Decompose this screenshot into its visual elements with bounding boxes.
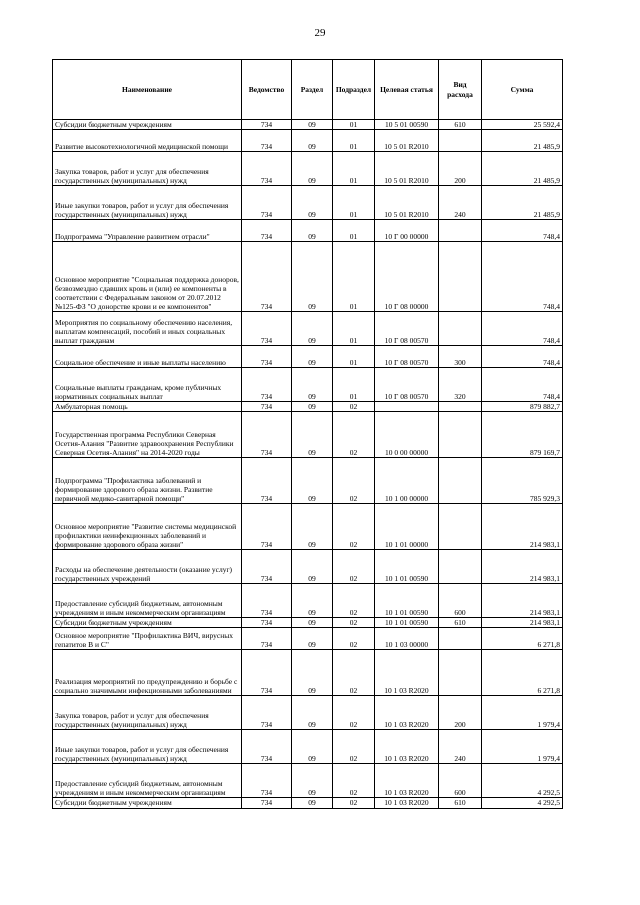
row-amount: 214 983,1 <box>482 550 563 584</box>
row-amount: 879 169,7 <box>482 412 563 458</box>
row-podrazdel: 01 <box>333 346 375 368</box>
row-expense-type <box>439 130 482 152</box>
row-target-article: 10 5 01 R2010 <box>375 130 439 152</box>
table-row <box>53 628 563 650</box>
row-name: Мероприятия по социальному обеспечению населения, выплатам компенсаций, пособий и иных социальных выплат гражданам <box>53 312 242 346</box>
row-name: Основное мероприятие "Развитие системы медицинской профилактики неинфекционных заболеваний и формирование здорового образа жизни" <box>53 504 242 550</box>
row-name: Субсидии бюджетным учреждениям <box>53 120 242 130</box>
row-expense-type: 610 <box>439 798 482 808</box>
row-amount: 6 271,8 <box>482 650 563 696</box>
row-podrazdel: 02 <box>333 628 375 650</box>
row-vedomstvo: 734 <box>242 186 292 220</box>
row-vedomstvo: 734 <box>242 628 292 650</box>
row-razdel: 09 <box>292 798 333 808</box>
row-name: Подпрограмма "Управление развитием отрасли" <box>53 220 242 242</box>
table-row <box>53 584 563 618</box>
row-podrazdel: 02 <box>333 584 375 618</box>
table-row <box>53 550 563 584</box>
row-amount: 748,4 <box>482 368 563 402</box>
row-target-article: 10 1 01 00590 <box>375 618 439 628</box>
row-razdel: 09 <box>292 130 333 152</box>
header-razdel: Раздел <box>292 60 333 120</box>
row-name: Основное мероприятие "Социальная поддержка доноров, безвозмездно сдавших кровь и (или) ее компоненты в соответствии с Федеральным законом от 20.07.2012 №125-ФЗ "О донорстве крови и ее компонентов" <box>53 242 242 312</box>
header-target-article: Целевая статья <box>375 60 439 120</box>
row-target-article: 10 Г 08 00570 <box>375 312 439 346</box>
row-target-article: 10 Г 08 00000 <box>375 242 439 312</box>
row-podrazdel: 01 <box>333 242 375 312</box>
row-name: Развитие высокотехнологичной медицинской помощи <box>53 130 242 152</box>
row-podrazdel: 02 <box>333 402 375 412</box>
row-vedomstvo: 734 <box>242 618 292 628</box>
header-amount: Сумма <box>482 60 563 120</box>
row-name: Закупка товаров, работ и услуг для обеспечения государственных (муниципальных) нужд <box>53 152 242 186</box>
row-razdel: 09 <box>292 120 333 130</box>
row-name: Подпрограмма "Профилактика заболеваний и формирование здорового образа жизни. Развитие первичной медико-санитарной помощи" <box>53 458 242 504</box>
row-expense-type <box>439 412 482 458</box>
row-podrazdel: 01 <box>333 312 375 346</box>
row-expense-type <box>439 242 482 312</box>
row-target-article: 10 1 03 R2020 <box>375 696 439 730</box>
header-vedomstvo: Ведомство <box>242 60 292 120</box>
row-vedomstvo: 734 <box>242 650 292 696</box>
row-razdel: 09 <box>292 628 333 650</box>
row-expense-type <box>439 220 482 242</box>
row-podrazdel: 02 <box>333 696 375 730</box>
row-amount: 1 979,4 <box>482 730 563 764</box>
row-razdel: 09 <box>292 696 333 730</box>
row-razdel: 09 <box>292 346 333 368</box>
table-row <box>53 220 563 242</box>
table-row <box>53 186 563 220</box>
row-name: Государственная программа Республики Северная Осетия-Алания "Развитие здравоохранения Республики Северная Осетия-Алания" на 2014-2020 годы <box>53 412 242 458</box>
row-razdel: 09 <box>292 618 333 628</box>
row-amount: 785 929,3 <box>482 458 563 504</box>
header-podrazdel: Подраздел <box>333 60 375 120</box>
table-row <box>53 130 563 152</box>
row-expense-type: 600 <box>439 584 482 618</box>
header-expense-type: Вид расхода <box>439 60 482 120</box>
row-expense-type <box>439 312 482 346</box>
table-row <box>53 242 563 312</box>
table-row <box>53 730 563 764</box>
row-expense-type <box>439 458 482 504</box>
row-vedomstvo: 734 <box>242 152 292 186</box>
row-expense-type: 200 <box>439 696 482 730</box>
row-expense-type <box>439 402 482 412</box>
row-target-article: 10 1 03 R2020 <box>375 650 439 696</box>
row-name: Социальные выплаты гражданам, кроме публичных нормативных социальных выплат <box>53 368 242 402</box>
row-podrazdel: 02 <box>333 412 375 458</box>
row-amount: 21 485,9 <box>482 186 563 220</box>
row-vedomstvo: 734 <box>242 550 292 584</box>
row-podrazdel: 01 <box>333 368 375 402</box>
row-name: Реализация мероприятий по предупреждению и борьбе с социально значимыми инфекционными заболеваниями <box>53 650 242 696</box>
row-amount: 879 882,7 <box>482 402 563 412</box>
budget-table <box>52 59 563 809</box>
row-vedomstvo: 734 <box>242 130 292 152</box>
row-expense-type <box>439 650 482 696</box>
row-expense-type: 610 <box>439 618 482 628</box>
table-row <box>53 650 563 696</box>
row-target-article: 10 Г 00 00000 <box>375 220 439 242</box>
row-name: Основное мероприятие "Профилактика ВИЧ, вирусных гепатитов В и С" <box>53 628 242 650</box>
row-razdel: 09 <box>292 584 333 618</box>
row-target-article: 10 1 01 00590 <box>375 584 439 618</box>
row-expense-type <box>439 550 482 584</box>
table-row <box>53 696 563 730</box>
row-podrazdel: 02 <box>333 650 375 696</box>
table-row <box>53 458 563 504</box>
row-name: Иные закупки товаров, работ и услуг для обеспечения государственных (муниципальных) нужд <box>53 186 242 220</box>
table-row <box>53 312 563 346</box>
row-podrazdel: 01 <box>333 220 375 242</box>
table-row <box>53 402 563 412</box>
row-expense-type: 240 <box>439 186 482 220</box>
table-row <box>53 764 563 798</box>
row-target-article <box>375 402 439 412</box>
row-razdel: 09 <box>292 458 333 504</box>
row-expense-type: 300 <box>439 346 482 368</box>
table-row <box>53 618 563 628</box>
row-amount: 21 485,9 <box>482 130 563 152</box>
row-podrazdel: 01 <box>333 130 375 152</box>
row-expense-type: 240 <box>439 730 482 764</box>
row-razdel: 09 <box>292 504 333 550</box>
row-razdel: 09 <box>292 412 333 458</box>
row-expense-type: 600 <box>439 764 482 798</box>
row-amount: 748,4 <box>482 242 563 312</box>
row-vedomstvo: 734 <box>242 346 292 368</box>
row-amount: 21 485,9 <box>482 152 563 186</box>
row-expense-type: 610 <box>439 120 482 130</box>
row-amount: 25 592,4 <box>482 120 563 130</box>
row-vedomstvo: 734 <box>242 696 292 730</box>
row-target-article: 10 5 01 00590 <box>375 120 439 130</box>
row-expense-type: 200 <box>439 152 482 186</box>
row-amount: 748,4 <box>482 312 563 346</box>
table-row <box>53 412 563 458</box>
header-name: Наименование <box>53 60 242 120</box>
row-razdel: 09 <box>292 152 333 186</box>
row-podrazdel: 02 <box>333 798 375 808</box>
row-razdel: 09 <box>292 764 333 798</box>
table-row <box>53 798 563 808</box>
row-vedomstvo: 734 <box>242 120 292 130</box>
row-vedomstvo: 734 <box>242 764 292 798</box>
row-target-article: 10 5 01 R2010 <box>375 186 439 220</box>
row-razdel: 09 <box>292 186 333 220</box>
row-amount: 4 292,5 <box>482 798 563 808</box>
row-target-article: 10 1 03 R2020 <box>375 798 439 808</box>
row-vedomstvo: 734 <box>242 730 292 764</box>
row-amount: 214 983,1 <box>482 618 563 628</box>
row-podrazdel: 01 <box>333 120 375 130</box>
row-target-article: 10 Г 08 00570 <box>375 346 439 368</box>
row-razdel: 09 <box>292 730 333 764</box>
row-podrazdel: 02 <box>333 458 375 504</box>
row-razdel: 09 <box>292 220 333 242</box>
row-name: Социальное обеспечение и иные выплаты населению <box>53 346 242 368</box>
row-target-article: 10 Г 08 00570 <box>375 368 439 402</box>
row-target-article: 10 5 01 R2010 <box>375 152 439 186</box>
row-razdel: 09 <box>292 368 333 402</box>
row-vedomstvo: 734 <box>242 312 292 346</box>
table-row <box>53 504 563 550</box>
row-podrazdel: 02 <box>333 618 375 628</box>
row-podrazdel: 02 <box>333 550 375 584</box>
row-name: Расходы на обеспечение деятельности (оказание услуг) государственных учреждений <box>53 550 242 584</box>
row-name: Закупка товаров, работ и услуг для обеспечения государственных (муниципальных) нужд <box>53 696 242 730</box>
table-header-row <box>53 60 563 120</box>
row-target-article: 10 1 01 00590 <box>375 550 439 584</box>
row-podrazdel: 02 <box>333 764 375 798</box>
row-vedomstvo: 734 <box>242 504 292 550</box>
row-target-article: 10 1 03 R2020 <box>375 730 439 764</box>
row-amount: 748,4 <box>482 346 563 368</box>
row-name: Иные закупки товаров, работ и услуг для обеспечения государственных (муниципальных) нужд <box>53 730 242 764</box>
row-target-article: 10 0 00 00000 <box>375 412 439 458</box>
row-target-article: 10 1 00 00000 <box>375 458 439 504</box>
row-amount: 1 979,4 <box>482 696 563 730</box>
row-target-article: 10 1 03 00000 <box>375 628 439 650</box>
row-target-article: 10 1 01 00000 <box>375 504 439 550</box>
table-row <box>53 368 563 402</box>
row-podrazdel: 01 <box>333 186 375 220</box>
row-amount: 748,4 <box>482 220 563 242</box>
row-razdel: 09 <box>292 242 333 312</box>
page-number: 29 <box>314 27 326 39</box>
row-target-article: 10 1 03 R2020 <box>375 764 439 798</box>
row-amount: 214 983,1 <box>482 504 563 550</box>
row-expense-type <box>439 628 482 650</box>
row-vedomstvo: 734 <box>242 458 292 504</box>
row-razdel: 09 <box>292 650 333 696</box>
row-expense-type <box>439 504 482 550</box>
row-vedomstvo: 734 <box>242 242 292 312</box>
row-name: Предоставление субсидий бюджетным, автономным учреждениям и иным некоммерческим организациям <box>53 584 242 618</box>
row-name: Субсидии бюджетным учреждениям <box>53 618 242 628</box>
row-expense-type: 320 <box>439 368 482 402</box>
row-vedomstvo: 734 <box>242 798 292 808</box>
row-name: Предоставление субсидий бюджетным, автономным учреждениям и иным некоммерческим организациям <box>53 764 242 798</box>
row-amount: 6 271,8 <box>482 628 563 650</box>
row-name: Амбулаторная помощь <box>53 402 242 412</box>
row-razdel: 09 <box>292 550 333 584</box>
row-vedomstvo: 734 <box>242 368 292 402</box>
row-vedomstvo: 734 <box>242 220 292 242</box>
table-row <box>53 120 563 130</box>
row-vedomstvo: 734 <box>242 584 292 618</box>
row-podrazdel: 02 <box>333 504 375 550</box>
row-razdel: 09 <box>292 402 333 412</box>
row-amount: 4 292,5 <box>482 764 563 798</box>
row-podrazdel: 02 <box>333 730 375 764</box>
row-vedomstvo: 734 <box>242 402 292 412</box>
table-row <box>53 346 563 368</box>
row-amount: 214 983,1 <box>482 584 563 618</box>
row-podrazdel: 01 <box>333 152 375 186</box>
row-razdel: 09 <box>292 312 333 346</box>
table-row <box>53 152 563 186</box>
row-name: Субсидии бюджетным учреждениям <box>53 798 242 808</box>
row-vedomstvo: 734 <box>242 412 292 458</box>
